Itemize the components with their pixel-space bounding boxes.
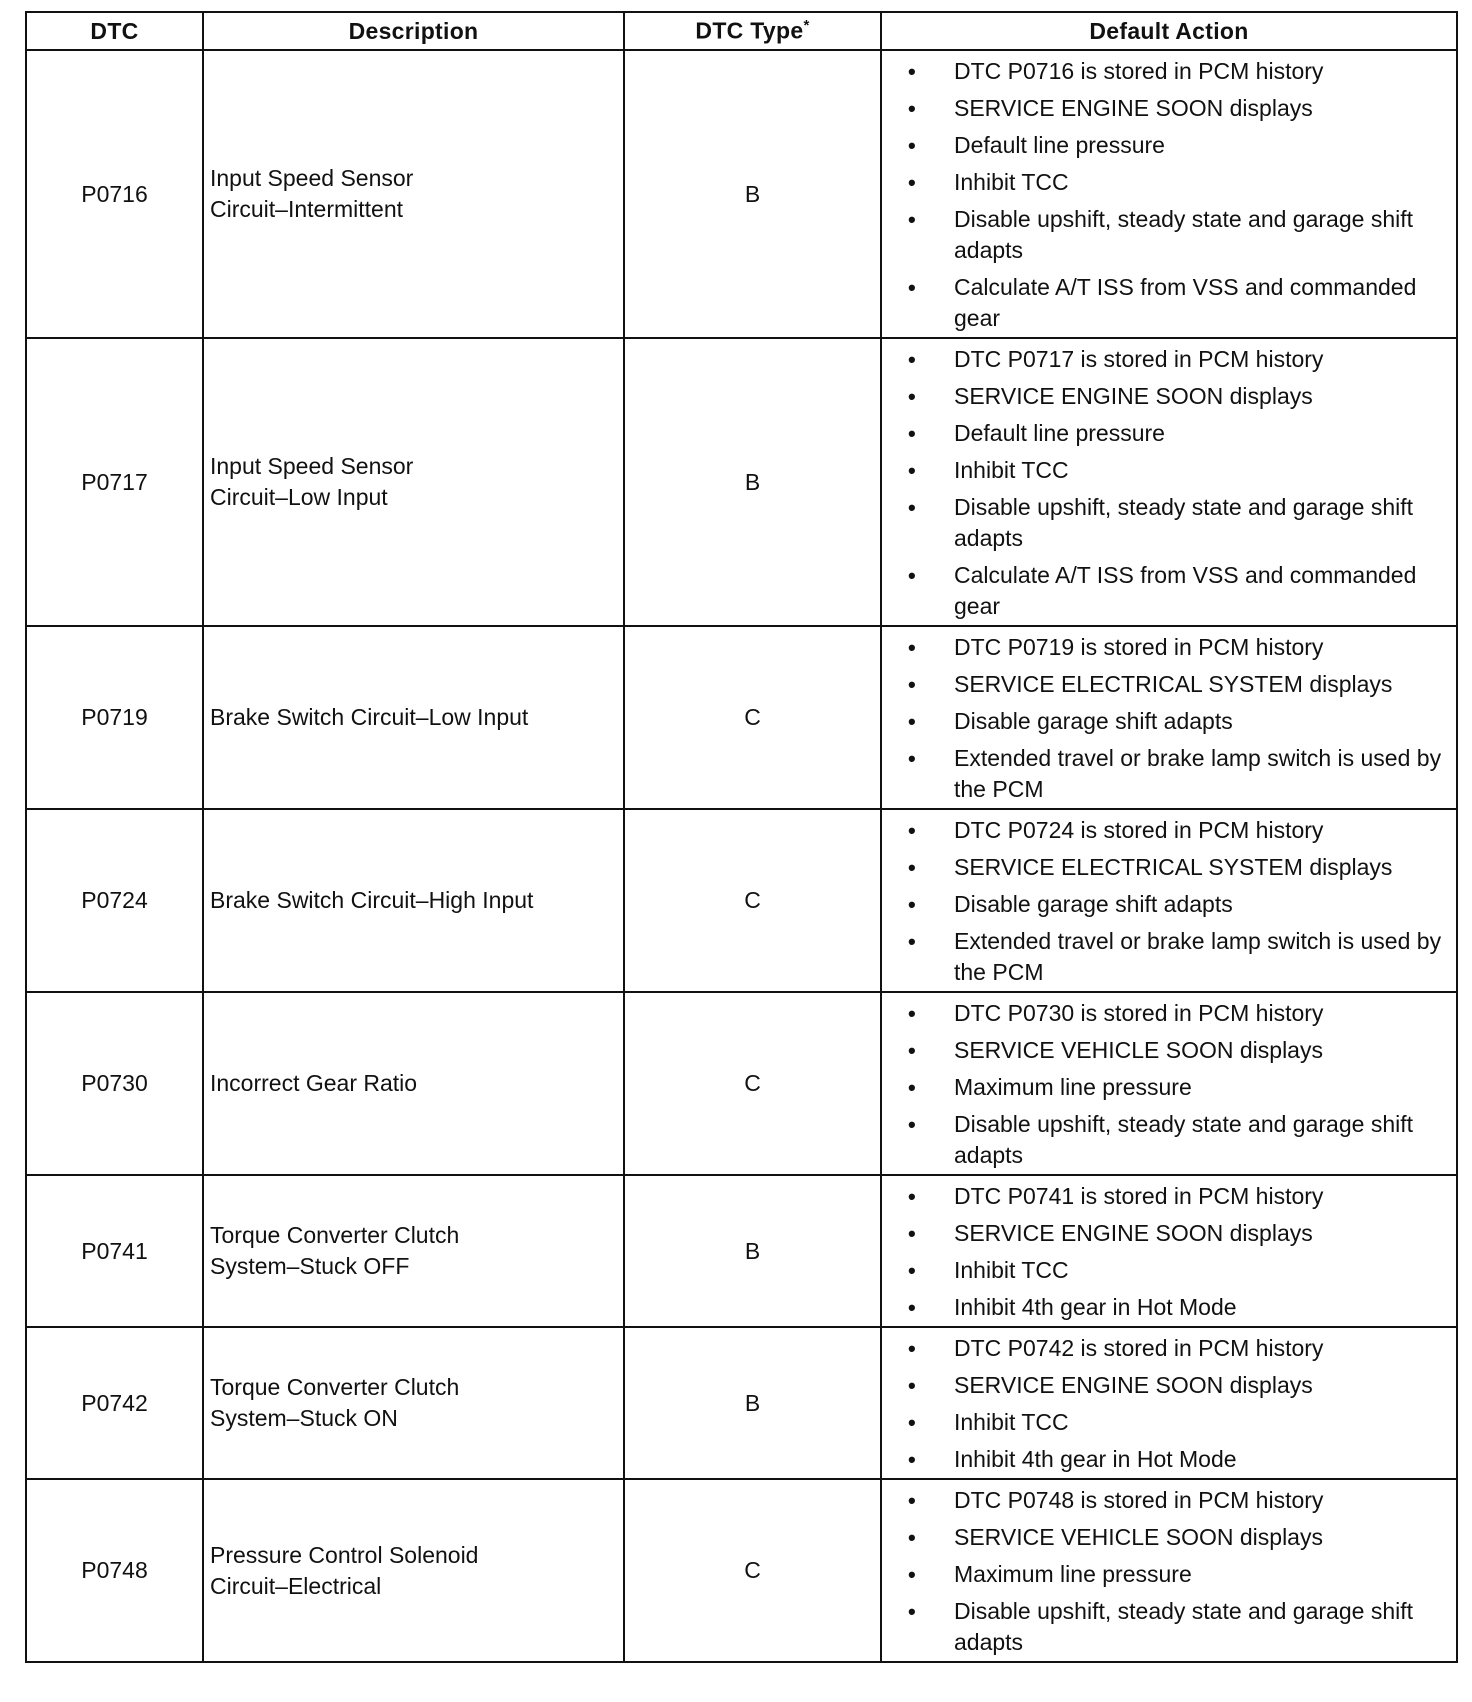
default-action-item	[904, 455, 1450, 486]
default-action-cell	[881, 1175, 1457, 1327]
table-row	[26, 1327, 1457, 1479]
action-text: SERVICE ENGINE SOON displays	[954, 383, 1313, 409]
dtc-description	[203, 338, 624, 626]
action-text: Inhibit 4th gear in Hot Mode	[954, 1446, 1237, 1472]
default-action-item	[904, 1109, 1450, 1171]
action-text: Calculate A/T ISS from VSS and commanded gear	[954, 274, 1417, 331]
default-action-item	[904, 632, 1450, 663]
action-text: DTC P0748 is stored in PCM history	[954, 1487, 1324, 1513]
action-text: DTC P0716 is stored in PCM history	[954, 58, 1324, 84]
default-action-item	[904, 130, 1450, 161]
bullet-icon: •	[908, 170, 916, 195]
default-action-item	[904, 1035, 1450, 1066]
dtc-code: P0724	[26, 809, 203, 992]
default-action-item	[904, 815, 1450, 846]
action-text: SERVICE ENGINE SOON displays	[954, 1220, 1313, 1246]
bullet-icon: •	[908, 892, 916, 917]
table-row	[26, 1175, 1457, 1327]
bullet-icon: •	[908, 709, 916, 734]
bullet-icon: •	[908, 818, 916, 843]
default-action-list	[882, 1176, 1456, 1326]
action-text: SERVICE ELECTRICAL SYSTEM displays	[954, 854, 1393, 880]
dtc-description	[203, 1327, 624, 1479]
default-action-cell	[881, 338, 1457, 626]
default-action-item	[904, 1072, 1450, 1103]
bullet-icon: •	[908, 275, 916, 300]
bullet-icon: •	[908, 746, 916, 771]
default-action-item	[904, 272, 1450, 334]
description-line: Circuit–Electrical	[210, 1572, 382, 1599]
dtc-type: C	[624, 1479, 881, 1662]
default-action-item	[904, 1370, 1450, 1401]
bullet-icon: •	[908, 1562, 916, 1587]
bullet-icon: •	[908, 207, 916, 232]
default-action-item	[904, 743, 1450, 805]
default-action-item	[904, 93, 1450, 124]
bullet-icon: •	[908, 59, 916, 84]
default-action-item	[904, 1218, 1450, 1249]
action-text: DTC P0741 is stored in PCM history	[954, 1183, 1324, 1209]
default-action-item	[904, 1407, 1450, 1438]
dtc-code: P0748	[26, 1479, 203, 1662]
bullet-icon: •	[908, 96, 916, 121]
action-text: Maximum line pressure	[954, 1561, 1192, 1587]
default-action-list	[882, 51, 1456, 337]
default-action-list	[882, 1480, 1456, 1661]
action-text: Inhibit TCC	[954, 169, 1069, 195]
action-text: SERVICE ENGINE SOON displays	[954, 95, 1313, 121]
description-line: Incorrect Gear Ratio	[210, 1070, 418, 1096]
dtc-description	[203, 626, 624, 809]
default-action-item	[904, 1485, 1450, 1516]
default-action-item	[904, 669, 1450, 700]
action-text: Inhibit TCC	[954, 1257, 1069, 1283]
default-action-list	[882, 627, 1456, 808]
dtc-table	[25, 11, 1458, 1663]
description-line: Circuit–Intermittent	[210, 196, 404, 222]
action-text: Extended travel or brake lamp switch is used by the PCM	[954, 745, 1442, 802]
default-action-cell	[881, 1327, 1457, 1479]
bullet-icon: •	[908, 635, 916, 660]
action-text: DTC P0742 is stored in PCM history	[954, 1335, 1324, 1361]
bullet-icon: •	[908, 133, 916, 158]
dtc-description	[203, 50, 624, 338]
action-text: Maximum line pressure	[954, 1074, 1192, 1100]
dtc-code: P0716	[26, 50, 203, 338]
bullet-icon: •	[908, 421, 916, 446]
default-action-item	[904, 344, 1450, 375]
table-row	[26, 338, 1457, 626]
header-description: Description	[203, 12, 624, 50]
bullet-icon: •	[908, 495, 916, 520]
default-action-item	[904, 167, 1450, 198]
dtc-code: P0719	[26, 626, 203, 809]
action-text: DTC P0717 is stored in PCM history	[954, 346, 1324, 372]
action-text: SERVICE ENGINE SOON displays	[954, 1372, 1313, 1398]
description-line: Torque Converter Clutch	[210, 1222, 460, 1248]
default-action-item	[904, 852, 1450, 883]
default-action-item	[904, 418, 1450, 449]
bullet-icon: •	[908, 1075, 916, 1100]
action-text: SERVICE VEHICLE SOON displays	[954, 1037, 1323, 1063]
bullet-icon: •	[908, 1184, 916, 1209]
default-action-item	[904, 1522, 1450, 1553]
bullet-icon: •	[908, 1447, 916, 1472]
action-text: Disable upshift, steady state and garage shift adapts	[954, 206, 1414, 263]
bullet-icon: •	[908, 1221, 916, 1246]
bullet-icon: •	[908, 1599, 916, 1624]
bullet-icon: •	[908, 1336, 916, 1361]
default-action-cell	[881, 992, 1457, 1175]
action-text: DTC P0719 is stored in PCM history	[954, 634, 1324, 660]
table-header-row	[26, 12, 1457, 50]
dtc-type: C	[624, 992, 881, 1175]
action-text: Disable upshift, steady state and garage shift adapts	[954, 494, 1414, 551]
action-text: Disable upshift, steady state and garage shift adapts	[954, 1598, 1414, 1655]
default-action-cell	[881, 809, 1457, 992]
default-action-item	[904, 706, 1450, 737]
bullet-icon: •	[908, 1410, 916, 1435]
default-action-item	[904, 492, 1450, 554]
default-action-item	[904, 1444, 1450, 1475]
description-line: Input Speed Sensor	[210, 453, 414, 479]
bullet-icon: •	[908, 563, 916, 588]
dtc-description	[203, 809, 624, 992]
header-dtc-type	[624, 12, 881, 50]
bullet-icon: •	[908, 1295, 916, 1320]
header-dtc-type-mark: *	[803, 17, 810, 35]
action-text: DTC P0724 is stored in PCM history	[954, 817, 1324, 843]
table-body	[26, 50, 1457, 1662]
action-text: SERVICE VEHICLE SOON displays	[954, 1524, 1323, 1550]
bullet-icon: •	[908, 672, 916, 697]
dtc-description	[203, 992, 624, 1175]
default-action-item	[904, 889, 1450, 920]
default-action-list	[882, 810, 1456, 991]
bullet-icon: •	[908, 1001, 916, 1026]
action-text: SERVICE ELECTRICAL SYSTEM displays	[954, 671, 1393, 697]
header-dtc: DTC	[26, 12, 203, 50]
description-line: Torque Converter Clutch	[210, 1374, 460, 1400]
action-text: DTC P0730 is stored in PCM history	[954, 1000, 1324, 1026]
default-action-item	[904, 56, 1450, 87]
description-line: System–Stuck OFF	[210, 1253, 410, 1279]
action-text: Default line pressure	[954, 420, 1165, 446]
bullet-icon: •	[908, 1373, 916, 1398]
default-action-item	[904, 998, 1450, 1029]
default-action-item	[904, 1181, 1450, 1212]
default-action-item	[904, 1255, 1450, 1286]
default-action-cell	[881, 50, 1457, 338]
description-line: Pressure Control Solenoid	[210, 1541, 479, 1568]
header-dtc-type-label: DTC Type	[695, 17, 804, 44]
dtc-type: C	[624, 626, 881, 809]
bullet-icon: •	[908, 1038, 916, 1063]
default-action-item	[904, 204, 1450, 266]
default-action-list	[882, 993, 1456, 1174]
dtc-description	[203, 1175, 624, 1327]
dtc-type: B	[624, 1327, 881, 1479]
dtc-type: B	[624, 50, 881, 338]
bullet-icon: •	[908, 929, 916, 954]
default-action-item	[904, 926, 1450, 988]
bullet-icon: •	[908, 458, 916, 483]
default-action-item	[904, 1333, 1450, 1364]
description-line: Brake Switch Circuit–High Input	[210, 887, 534, 913]
dtc-type: B	[624, 338, 881, 626]
dtc-type: C	[624, 809, 881, 992]
bullet-icon: •	[908, 347, 916, 372]
action-text: Default line pressure	[954, 132, 1165, 158]
default-action-cell	[881, 626, 1457, 809]
dtc-code: P0717	[26, 338, 203, 626]
table-row	[26, 992, 1457, 1175]
default-action-item	[904, 1559, 1450, 1590]
bullet-icon: •	[908, 1488, 916, 1513]
action-text: Disable upshift, steady state and garage shift adapts	[954, 1111, 1414, 1168]
dtc-code: P0741	[26, 1175, 203, 1327]
description-line: Circuit–Low Input	[210, 484, 388, 510]
dtc-type: B	[624, 1175, 881, 1327]
action-text: Inhibit TCC	[954, 1409, 1069, 1435]
table-row	[26, 50, 1457, 338]
default-action-item	[904, 1596, 1450, 1658]
dtc-description	[203, 1479, 624, 1662]
action-text: Calculate A/T ISS from VSS and commanded gear	[954, 562, 1417, 619]
bullet-icon: •	[908, 384, 916, 409]
action-text: Inhibit TCC	[954, 457, 1069, 483]
bullet-icon: •	[908, 1112, 916, 1137]
dtc-code: P0730	[26, 992, 203, 1175]
description-line: System–Stuck ON	[210, 1405, 398, 1431]
default-action-item	[904, 560, 1450, 622]
default-action-item	[904, 1292, 1450, 1323]
bullet-icon: •	[908, 1525, 916, 1550]
table-row	[26, 809, 1457, 992]
action-text: Inhibit 4th gear in Hot Mode	[954, 1294, 1237, 1320]
description-line: Brake Switch Circuit–Low Input	[210, 704, 529, 730]
bullet-icon: •	[908, 1258, 916, 1283]
header-default-action: Default Action	[881, 12, 1457, 50]
default-action-list	[882, 339, 1456, 625]
bullet-icon: •	[908, 855, 916, 880]
default-action-cell	[881, 1479, 1457, 1662]
default-action-item	[904, 381, 1450, 412]
action-text: Disable garage shift adapts	[954, 708, 1233, 734]
dtc-code: P0742	[26, 1327, 203, 1479]
description-line: Input Speed Sensor	[210, 165, 414, 191]
default-action-list	[882, 1328, 1456, 1478]
table-row	[26, 1479, 1457, 1662]
action-text: Disable garage shift adapts	[954, 891, 1233, 917]
table-row	[26, 626, 1457, 809]
action-text: Extended travel or brake lamp switch is used by the PCM	[954, 928, 1442, 985]
